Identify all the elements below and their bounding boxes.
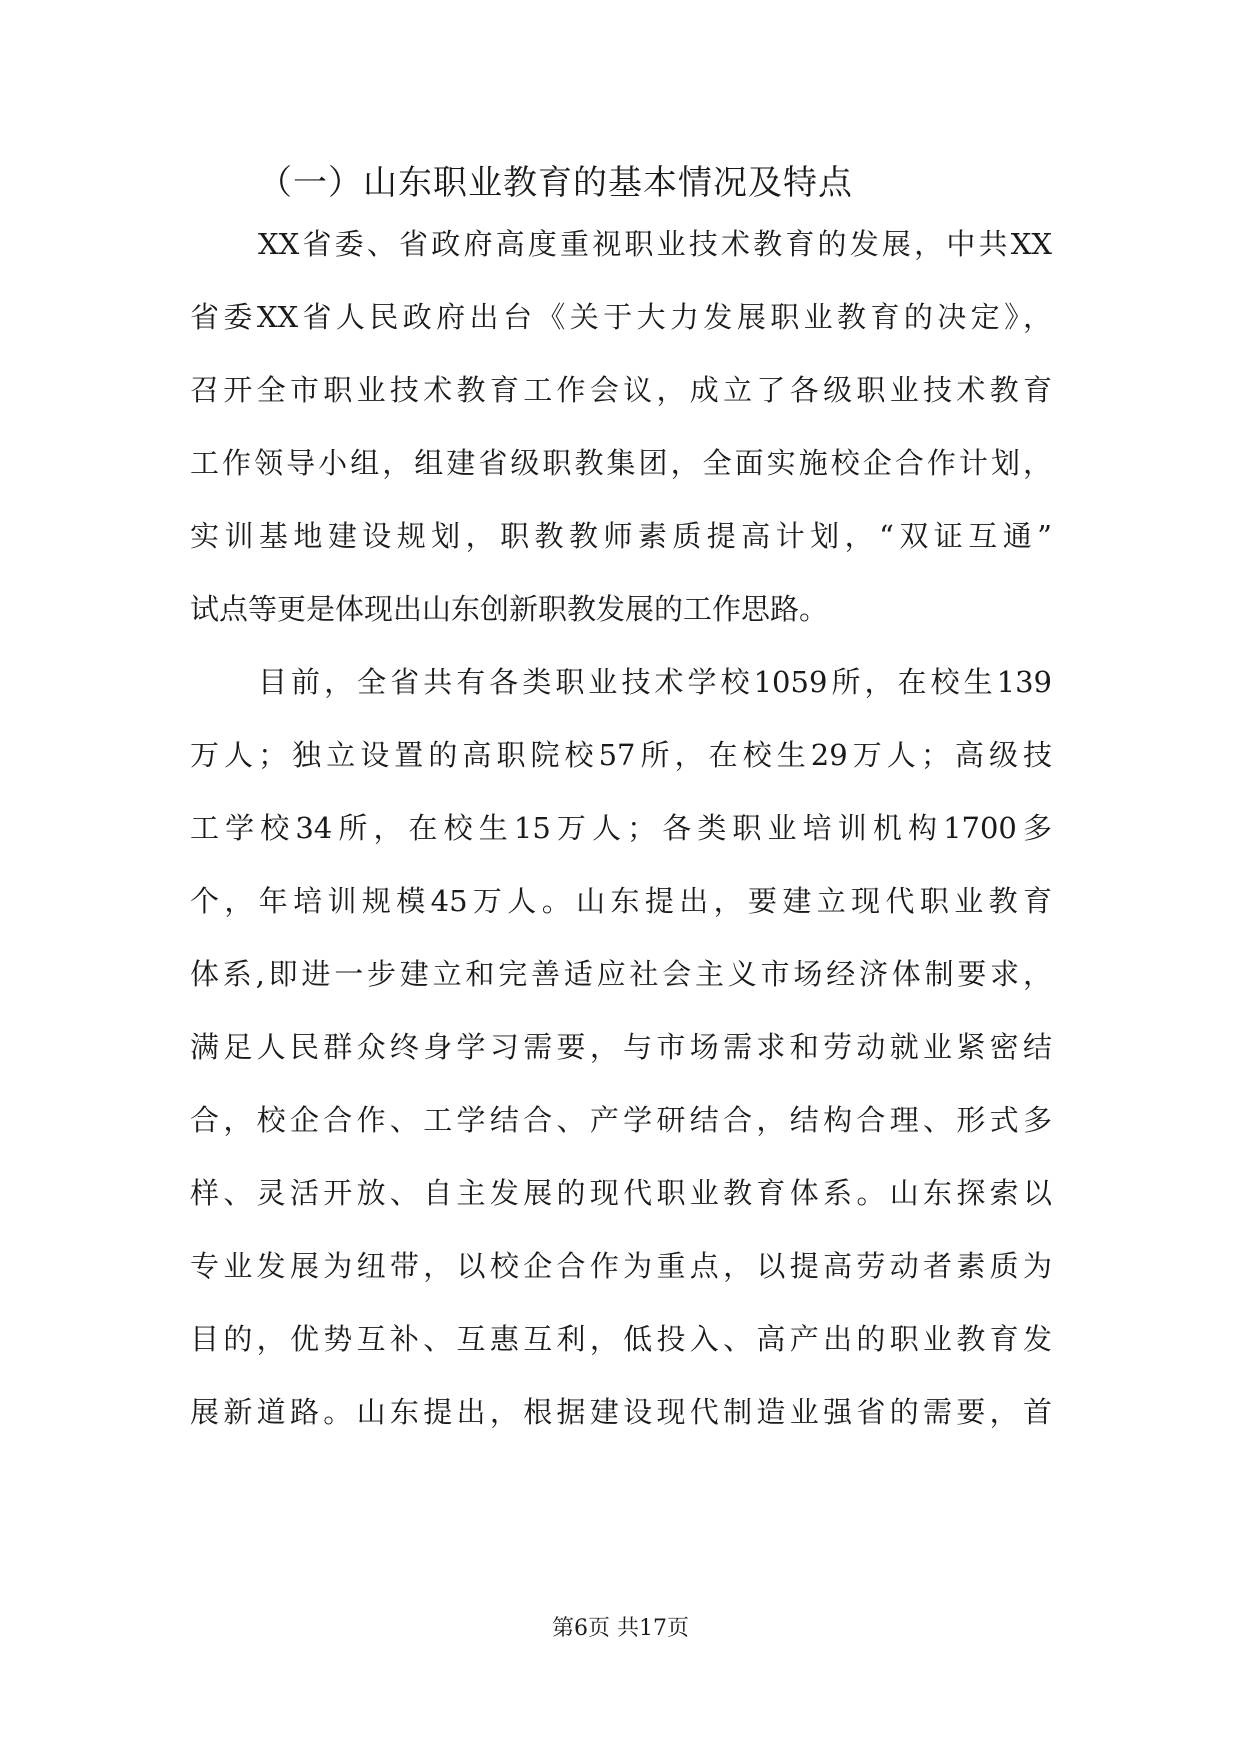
- section-heading: （一）山东职业教育的基本情况及特点: [258, 163, 853, 203]
- text-line: 体系,即进一步建立和完善适应社会主义市场经济体制要求，: [190, 957, 1052, 991]
- text-line: 专业发展为纽带，以校企合作为重点，以提高劳动者素质为: [190, 1249, 1052, 1283]
- text-line: XX省委、省政府高度重视职业技术教育的发展，中共XX: [258, 227, 1052, 261]
- text-line: 目的，优势互补、互惠互利，低投入、高产出的职业教育发: [190, 1322, 1052, 1356]
- text-line: 万人；独立设置的高职院校57所，在校生29万人；高级技: [190, 738, 1052, 772]
- text-line: 试点等更是体现出山东创新职教发展的工作思路。: [190, 592, 829, 626]
- text-line: 工作领导小组，组建省级职教集团，全面实施校企合作计划，: [190, 446, 1052, 480]
- text-line: 目前，全省共有各类职业技术学校1059所，在校生139: [258, 665, 1052, 699]
- text-line: 展新道路。山东提出，根据建设现代制造业强省的需要，首: [190, 1395, 1052, 1429]
- text-line: 样、灵活开放、自主发展的现代职业教育体系。山东探索以: [190, 1176, 1052, 1210]
- text-line: 实训基地建设规划，职教教师素质提高计划，“双证互通”: [190, 519, 1052, 553]
- text-line: 个，年培训规模45万人。山东提出，要建立现代职业教育: [190, 884, 1052, 918]
- page-number-footer: 第6页 共17页: [552, 1616, 689, 1641]
- text-line: 省委XX省人民政府出台《关于大力发展职业教育的决定》，: [190, 300, 1052, 334]
- text-line: 工学校34所，在校生15万人；各类职业培训机构1700多: [190, 811, 1052, 845]
- text-line: 满足人民群众终身学习需要，与市场需求和劳动就业紧密结: [190, 1030, 1052, 1064]
- text-line: 合，校企合作、工学结合、产学研结合，结构合理、形式多: [190, 1103, 1052, 1137]
- text-line: 召开全市职业技术教育工作会议，成立了各级职业技术教育: [190, 373, 1052, 407]
